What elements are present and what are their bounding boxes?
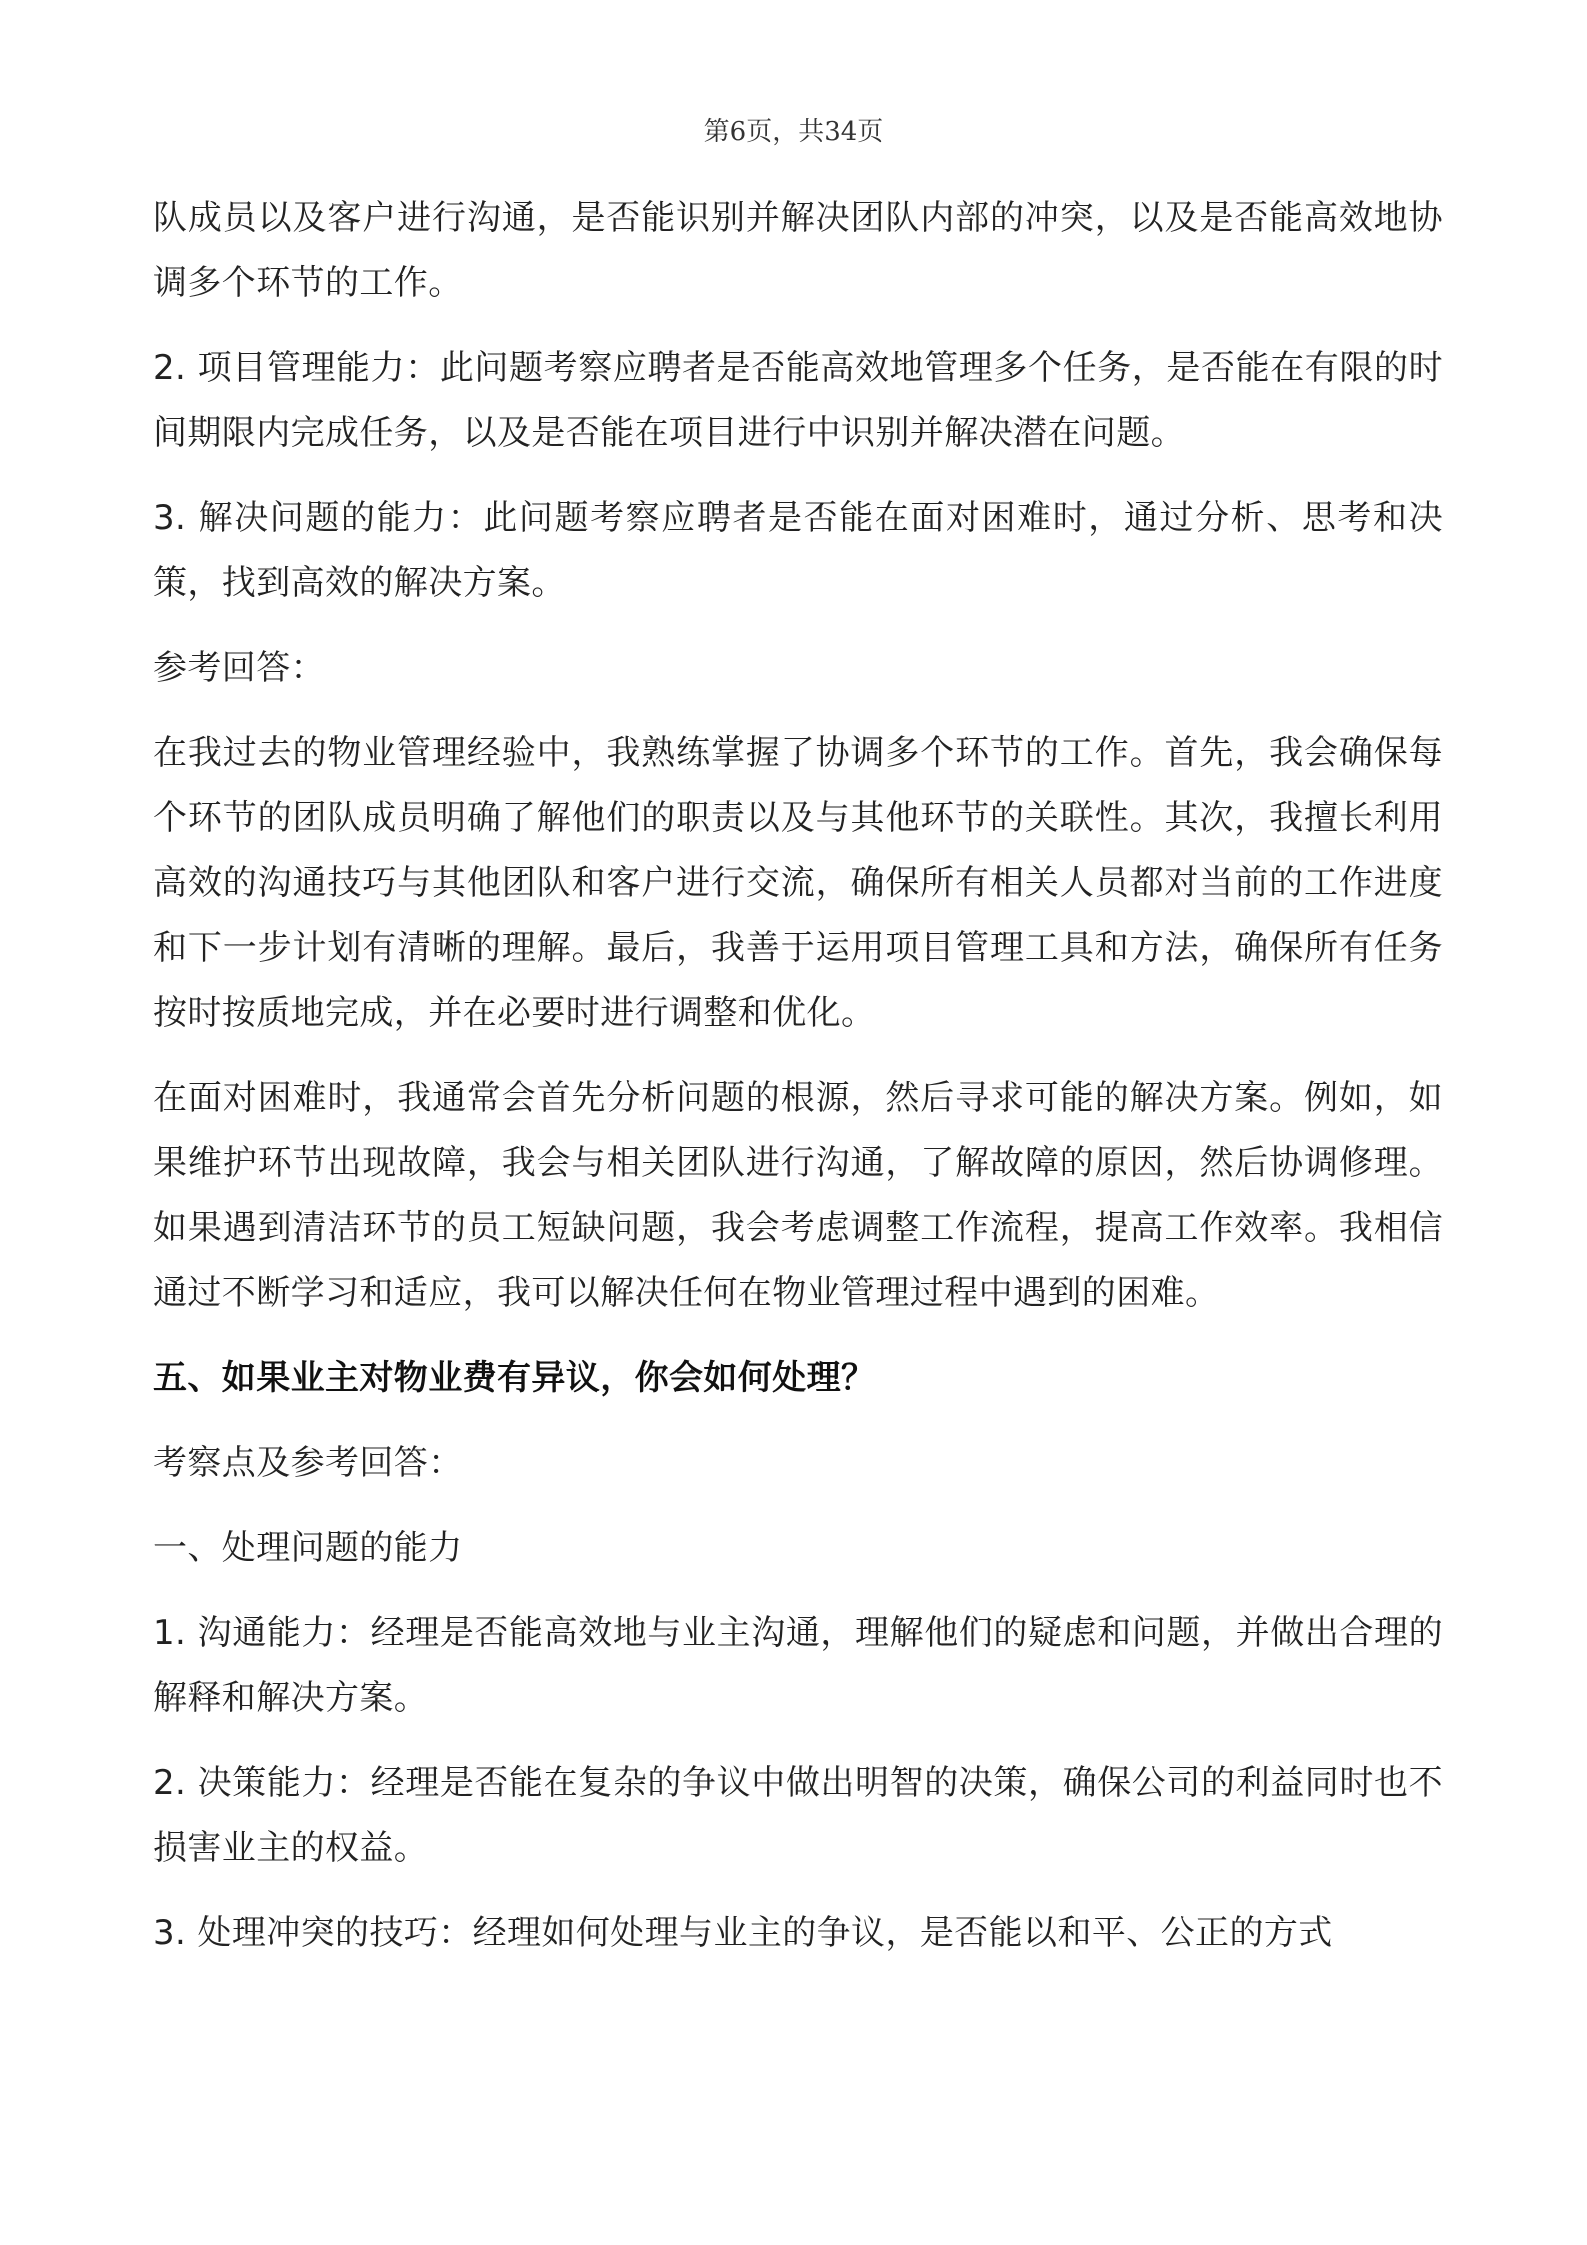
paragraph-decision-ability: 2. 决策能力：经理是否能在复杂的争议中做出明智的决策，确保公司的利益同时也不损害业主的权益。 [153,1763,1443,1868]
document-body [153,186,1443,1986]
paragraph-problem-solving: 3. 解决问题的能力：此问题考察应聘者是否能在面对困难时，通过分析、思考和决策，找到高效的解决方案。 [153,498,1443,603]
paragraph-communication-ability: 1. 沟通能力：经理是否能高效地与业主沟通，理解他们的疑虑和问题，并做出合理的解释和解决方案。 [153,1613,1443,1718]
section-heading-question-5: 五、如果业主对物业费有异议，你会如何处理？ [153,1358,876,1398]
paragraph-reference-answer-2: 在面对困难时，我通常会首先分析问题的根源，然后寻求可能的解决方案。例如，如果维护环节出现故障，我会与相关团队进行沟通，了解故障的原因，然后协调修理。如果遇到清洁环节的员工短缺问题，我会考虑调整工作流程，提高工作效率。我相信通过不断学习和适应，我可以解决任何在物业管理过程中遇到的困难。 [153,1078,1443,1313]
paragraph-conflict-handling: 3. 处理冲突的技巧：经理如何处理与业主的争议，是否能以和平、公正的方式 [153,1913,1333,1953]
paragraph-assessment-label: 考察点及参考回答： [153,1443,463,1483]
paragraph-team-communication: 队成员以及客户进行沟通，是否能识别并解决团队内部的冲突，以及是否能高效地协调多个环节的工作。 [153,198,1443,303]
paragraph-reference-answer-1: 在我过去的物业管理经验中，我熟练掌握了协调多个环节的工作。首先，我会确保每个环节的团队成员明确了解他们的职责以及与其他环节的关联性。其次，我擅长利用高效的沟通技巧与其他团队和客户进行交流，确保所有相关人员都对当前的工作进度和下一步计划有清晰的理解。最后，我善于运用项目管理工具和方法，确保所有任务按时按质地完成，并在必要时进行调整和优化。 [153,733,1443,1033]
page-number-header: 第6页，共34页 [703,117,884,147]
paragraph-project-management: 2. 项目管理能力：此问题考察应聘者是否能高效地管理多个任务，是否能在有限的时间期限内完成任务，以及是否能在项目进行中识别并解决潜在问题。 [153,348,1443,453]
paragraph-reference-answer-label: 参考回答： [153,648,325,688]
paragraph-subheading-handling: 一、处理问题的能力 [153,1528,463,1568]
